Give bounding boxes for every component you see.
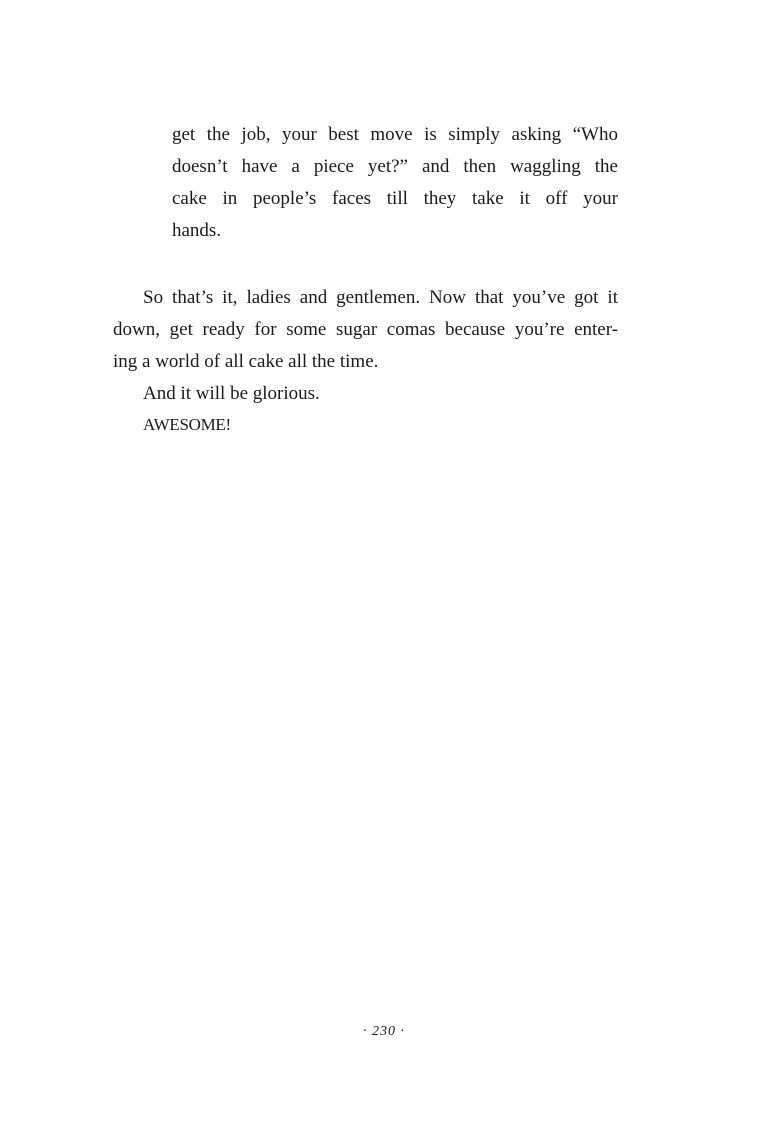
quote-line-3: cake in people’s faces till they take it off your — [172, 188, 618, 209]
quote-line-4: hands. — [172, 220, 222, 241]
paragraph-line-3: ing a world of all cake all the time. — [113, 351, 379, 372]
quote-block — [172, 119, 618, 247]
page-number: · 230 · — [363, 1024, 405, 1039]
paragraph-line-1: So that’s it, ladies and gentlemen. Now that you’ve got it — [143, 287, 618, 308]
exclamation: AWESOME! — [143, 415, 231, 434]
closing-line: And it will be glorious. — [143, 383, 320, 404]
body-paragraph — [113, 282, 618, 378]
quote-line-1: get the job, your best move is simply asking “Who — [172, 124, 618, 145]
paragraph-line-2: down, get ready for some sugar comas because you’re enter- — [113, 319, 618, 340]
quote-line-2: doesn’t have a piece yet?” and then waggling the — [172, 156, 618, 177]
